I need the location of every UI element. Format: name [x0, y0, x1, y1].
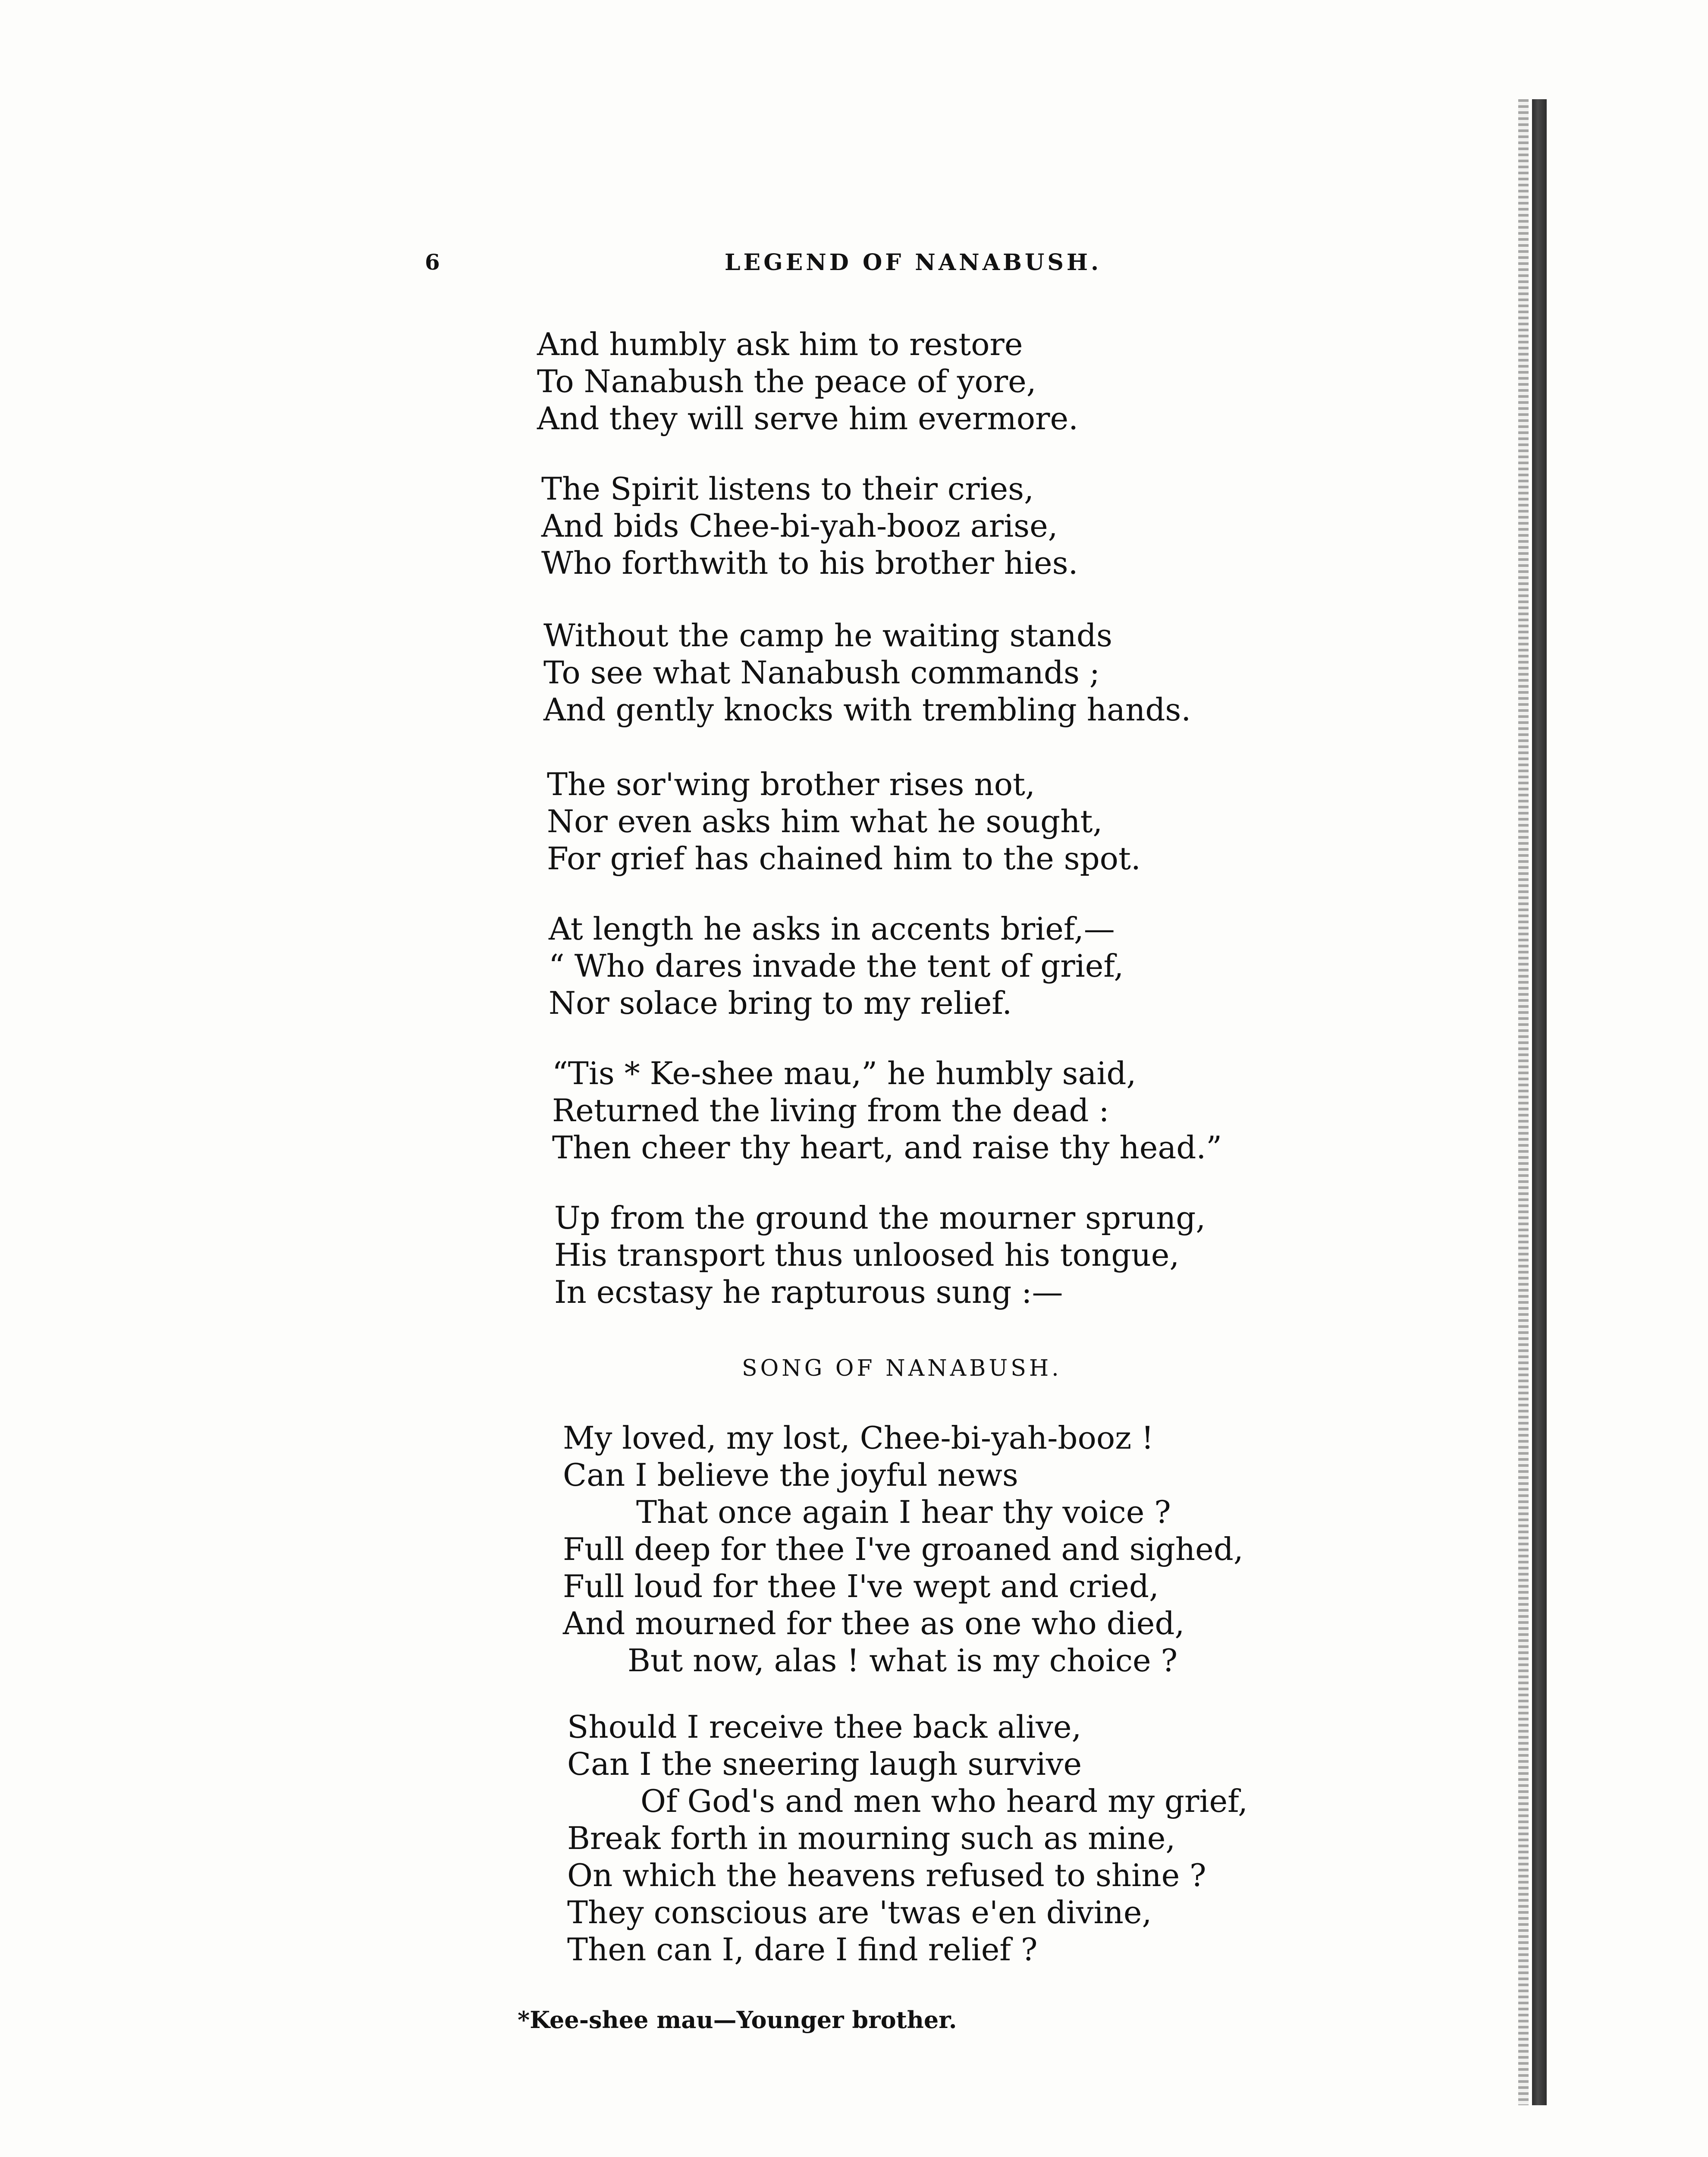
verse-line: They conscious are 'twas e'en divine,	[567, 1894, 1152, 1931]
verse-line: Can I believe the joyful news	[563, 1457, 1018, 1493]
verse-line: “ Who dares invade the tent of grief,	[549, 948, 1124, 984]
verse-line: But now, alas ! what is my choice ?	[628, 1642, 1178, 1679]
song-stanza-2	[567, 1708, 1248, 1968]
stanza-2	[541, 470, 1078, 582]
verse-line: Break forth in mourning such as mine,	[567, 1820, 1176, 1856]
verse-line: My loved, my lost, Chee-bi-yah-booz !	[563, 1420, 1154, 1456]
verse-line: Then cheer thy heart, and raise thy head.”	[552, 1129, 1222, 1166]
verse-line: The Spirit listens to their cries,	[541, 471, 1034, 507]
verse-line: “Tis * Ke-shee mau,” he humbly said,	[552, 1055, 1137, 1091]
verse-line: At length he asks in accents brief,—	[549, 911, 1115, 947]
verse-line: Can I the sneering laugh survive	[567, 1746, 1082, 1782]
binding-shadow	[1518, 99, 1529, 2105]
stanza-6	[552, 1055, 1222, 1166]
stanza-3	[543, 617, 1191, 728]
verse-line: To Nanabush the peace of yore,	[537, 363, 1036, 399]
verse-line: And humbly ask him to restore	[537, 326, 1023, 362]
verse-line: Nor even asks him what he sought,	[547, 803, 1103, 840]
verse-line: And they will serve him evermore.	[537, 400, 1078, 437]
verse-line: Nor solace bring to my relief.	[549, 985, 1012, 1021]
verse-line: Of God's and men who heard my grief,	[640, 1783, 1248, 1819]
verse-line: Up from the ground the mourner sprung,	[554, 1200, 1206, 1236]
verse-line: The sor'wing brother rises not,	[547, 766, 1035, 802]
verse-line: For grief has chained him to the spot.	[547, 840, 1141, 877]
verse-line: On which the heavens refused to shine ?	[567, 1857, 1206, 1893]
song-title: SONG OF NANABUSH.	[742, 1355, 1062, 1381]
verse-line: Who forthwith to his brother hies.	[541, 545, 1078, 581]
footnote: *Kee-shee mau—Younger brother.	[518, 2006, 957, 2034]
page-number: 6	[425, 249, 440, 275]
verse-line: Full loud for thee I've wept and cried,	[563, 1568, 1159, 1604]
verse-line: His transport thus unloosed his tongue,	[554, 1237, 1180, 1273]
stanza-1	[537, 326, 1078, 437]
verse-line: Full deep for thee I've groaned and sighed,	[563, 1531, 1243, 1567]
verse-line: That once again I hear thy voice ?	[636, 1494, 1171, 1530]
verse-line: Returned the living from the dead :	[552, 1092, 1109, 1129]
verse-line: In ecstasy he rapturous sung :—	[554, 1274, 1063, 1310]
stanza-7	[554, 1199, 1206, 1311]
running-head: LEGEND OF NANABUSH.	[725, 249, 1102, 276]
stanza-4	[547, 766, 1141, 877]
verse-line: Without the camp he waiting stands	[543, 617, 1112, 654]
verse-line: And gently knocks with trembling hands.	[543, 692, 1191, 728]
verse-line: Then can I, dare I find relief ?	[567, 1931, 1038, 1968]
verse-line: And bids Chee-bi-yah-booz arise,	[541, 508, 1058, 544]
verse-line: To see what Nanabush commands ;	[543, 654, 1100, 691]
book-spine	[1532, 99, 1547, 2105]
verse-line: And mourned for thee as one who died,	[563, 1605, 1185, 1641]
verse-line: Should I receive thee back alive,	[567, 1709, 1082, 1745]
song-stanza-1	[563, 1419, 1243, 1679]
stanza-5	[549, 910, 1124, 1022]
